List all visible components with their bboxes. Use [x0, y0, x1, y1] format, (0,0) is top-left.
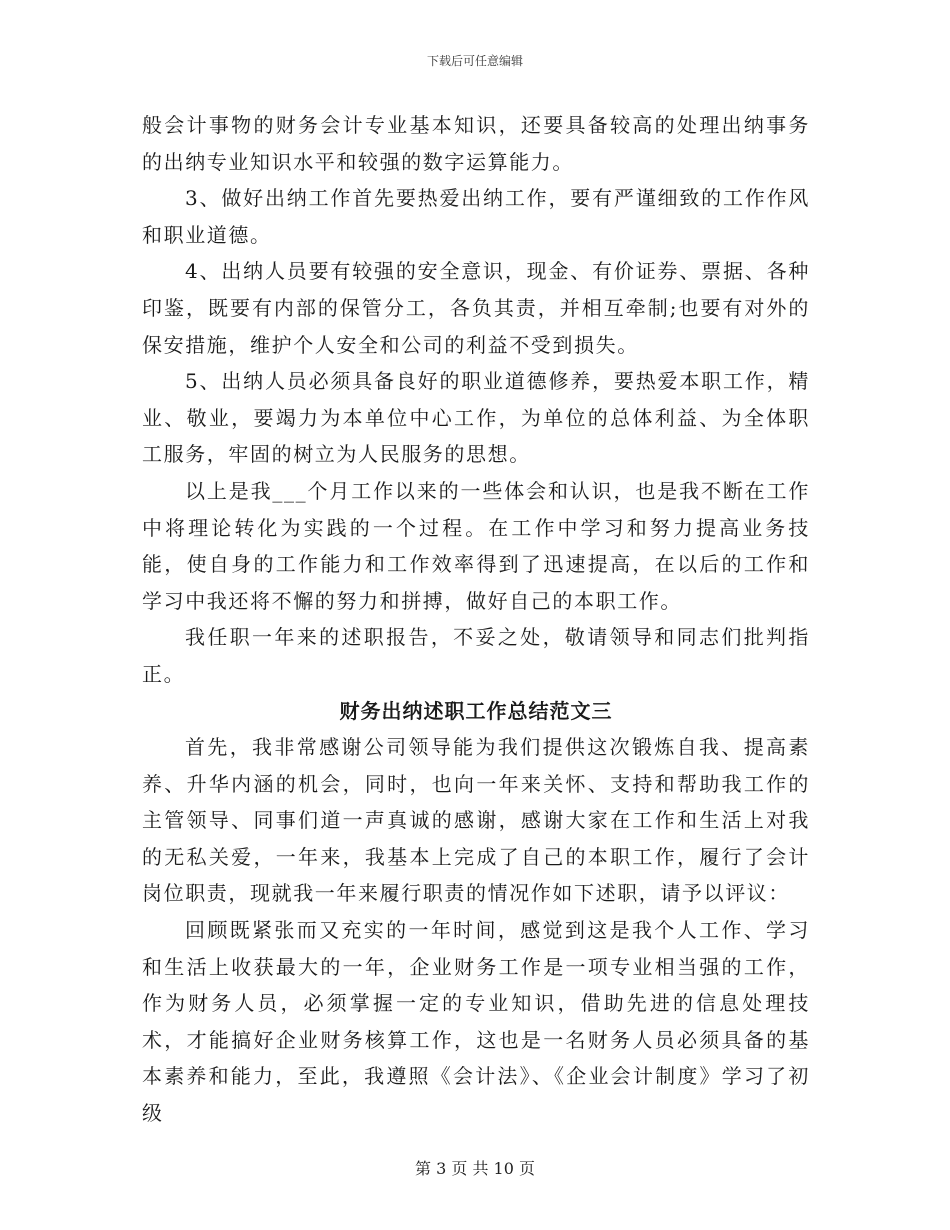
paragraph-continuation: 般会计事物的财务会计专业基本知识，还要具备较高的处理出纳事务的出纳专业知识水平和较强的数字运算能力。 [142, 113, 810, 174]
paragraph-section-review: 回顾既紧张而又充实的一年时间，感觉到这是我个人工作、学习和生活上收获最大的一年，企业财务工作是一项专业相当强的工作，作为财务人员，必须掌握一定的专业知识，借助先进的信息处理技术，才能搞好企业财务核算工作，这也是一名财务人员必须具备的基本素养和能力，至此，我遵照《会计法》、《企业会计制度》学习了初级 [142, 918, 810, 1126]
section-title: 财务出纳述职工作总结范文三 [339, 698, 613, 723]
page-number-footer: 第 3 页 共 10 页 [415, 1159, 535, 1178]
paragraph-section-intro: 首先，我非常感谢公司领导能为我们提供这次锻炼自我、提高素养、升华内涵的机会，同时，也向一年来关怀、支持和帮助我工作的主管领导、同事们道一声真诚的感谢，感谢大家在工作和生活上对我的无私关爱，一年来，我基本上完成了自己的本职工作，履行了会计岗位职责，现就我一年来履行职责的情况作如下述职，请予以评议： [142, 735, 810, 906]
paragraph-closing: 我任职一年来的述职报告，不妥之处，敬请领导和同志们批判指正。 [142, 625, 810, 686]
paragraph-summary: 以上是我___个月工作以来的一些体会和认识，也是我不断在工作中将理论转化为实践的一个过程。在工作中学习和努力提高业务技能，使自身的工作能力和工作效率得到了迅速提高，在以后的工作和学习中我还将不懈的努力和拼搏，做好自己的本职工作。 [142, 478, 810, 613]
paragraph-item-5: 5、出纳人员必须具备良好的职业道德修养，要热爱本职工作，精业、敬业，要竭力为本单位中心工作，为单位的总体利益、为全体职工服务，牢固的树立为人民服务的思想。 [142, 369, 810, 467]
paragraph-item-3: 3、做好出纳工作首先要热爱出纳工作，要有严谨细致的工作作风和职业道德。 [142, 186, 810, 247]
page-header-note: 下载后可任意编辑 [426, 54, 523, 68]
paragraph-item-4: 4、出纳人员要有较强的安全意识，现金、有价证券、票据、各种印鉴，既要有内部的保管分工，各负其责，并相互牵制;也要有对外的保安措施，维护个人安全和公司的利益不受到损失。 [142, 259, 810, 357]
document-body [142, 107, 810, 1132]
